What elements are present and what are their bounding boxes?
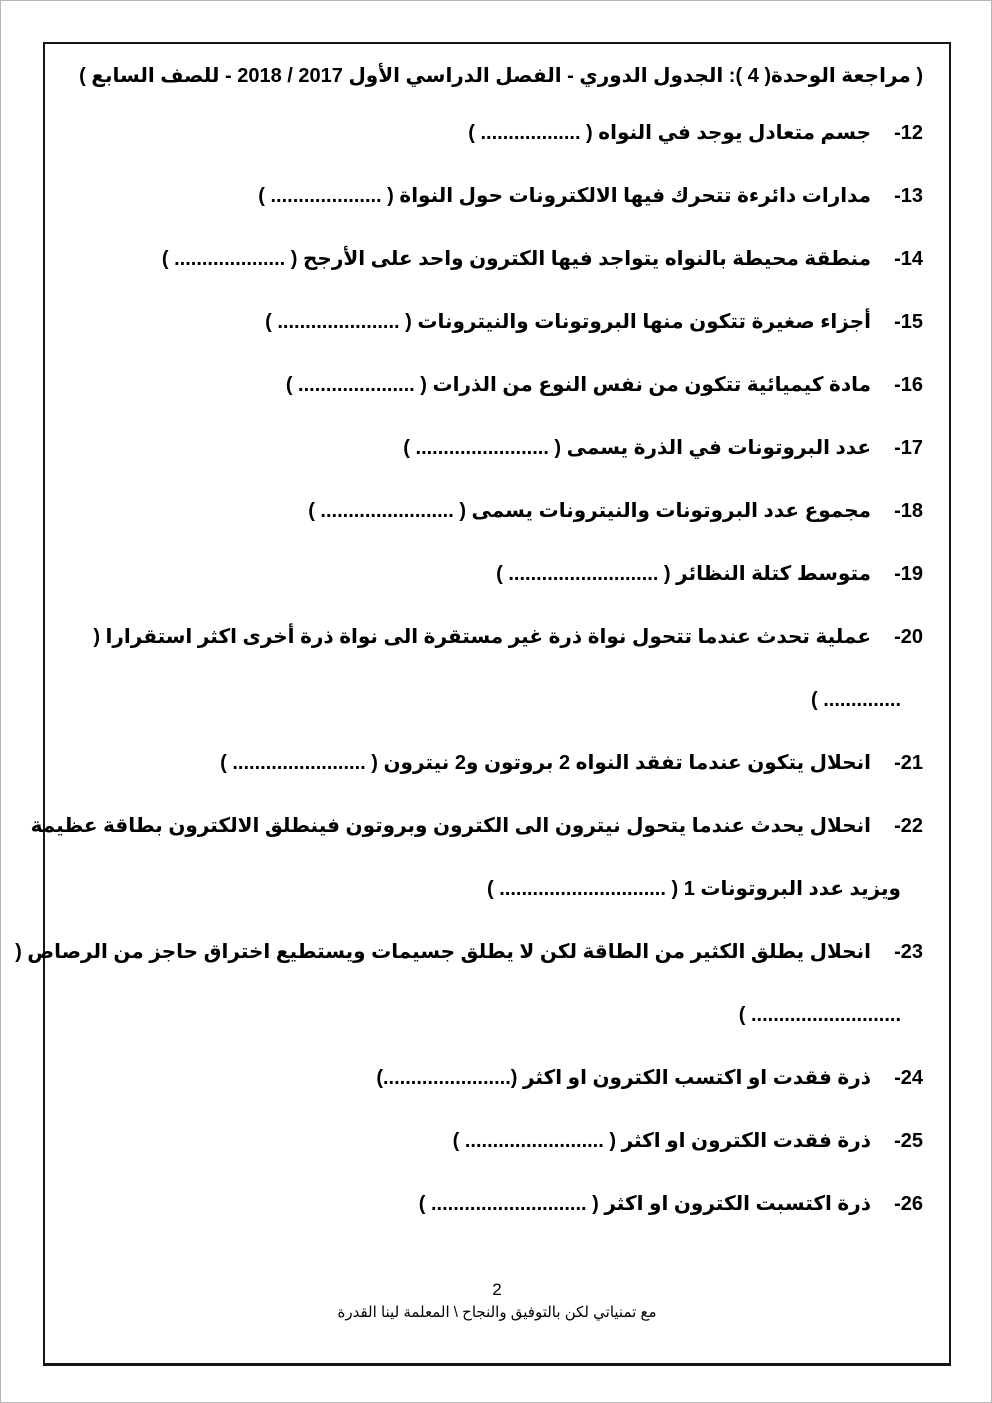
question-text-line: متوسط كتلة النظائر ( ........................... ) [496,563,871,585]
question-text-line: أجزاء صغيرة تتكون منها البروتونات والنيترونات ( ...................... ) [265,311,871,333]
question-text-line: ذرة فقدت او اكتسب الكترون او اكثر (.......................) [376,1067,871,1089]
question-number: 13- [894,185,923,207]
question-item [71,291,923,354]
question-number: 24- [894,1067,923,1089]
question-item [71,543,923,606]
question-number: 26- [894,1193,923,1215]
question-number: 25- [894,1130,923,1152]
question-text-line: مدارات دائرءة تتحرك فيها الالكترونات حول النواة ( .................... ) [258,185,871,207]
question-text-line: عملية تحدث عندما تتحول نواة ذرة غير مستقرة الى نواة ذرة أخرى اكثر استقرارا ( [93,626,871,648]
question-number: 18- [894,500,923,522]
question-number: 14- [894,248,923,270]
question-number: 20- [894,626,923,648]
question-item [15,921,923,1047]
question-text-line: مجموع عدد البروتونات والنيترونات يسمى ( ........................ ) [308,500,871,522]
question-item [71,165,923,228]
question-text-line: جسم متعادل يوجد في النواه ( .................. ) [468,122,871,144]
question-text-line: عدد البروتونات في الذرة يسمى ( ........................ ) [403,437,871,459]
question-item [71,480,923,543]
page-footer [45,1279,949,1325]
question-number: 22- [894,815,923,837]
document-title: ( مراجعة الوحدة( 4 ): الجدول الدوري - الفصل الدراسي الأول 2017 / 2018 - للصف السابع ) [79,65,923,87]
question-number: 23- [894,941,923,963]
question-text-line: منطقة محيطة بالنواه يتواجد فيها الكترون واحد على الأرجح ( .................... ) [161,248,871,270]
question-text-line: مادة كيميائية تتكون من نفس النوع من الذرات ( ..................... ) [285,374,871,396]
question-item [71,1110,923,1173]
question-item [71,732,923,795]
page-number: 2 [492,1280,502,1299]
question-text-line: ذرة فقدت الكترون او اكثر ( ......................... ) [452,1130,871,1152]
question-item [71,1173,923,1236]
question-number: 12- [894,122,923,144]
question-text-line: ........................... ) [738,1004,901,1026]
question-item [30,795,923,921]
question-text-line: .............. ) [810,689,901,711]
question-item [71,354,923,417]
question-number: 21- [894,752,923,774]
question-text-line: انحلال يحدث عندما يتحول نيترون الى الكترون وبروتون فينطلق الالكترون بطاقة عظيمة [30,815,871,837]
question-item [71,1047,923,1110]
question-list [15,102,923,1236]
question-text-line: ذرة اكتسبت الكترون او اكثر ( ............................ ) [418,1193,871,1215]
question-item [71,102,923,165]
question-text-line: ويزيد عدد البروتونات 1 ( .............................. ) [487,878,901,900]
bordered-sheet [15,42,951,1366]
question-item [71,606,923,732]
question-number: 15- [894,311,923,333]
question-number: 16- [894,374,923,396]
question-item [71,228,923,291]
question-text-line: انحلال يطلق الكثير من الطاقة لكن لا يطلق جسيمات ويستطيع اختراق حاجز من الرصاص ( [15,941,871,963]
question-number: 17- [894,437,923,459]
question-text-line: انحلال يتكون عندما تفقد النواه 2 بروتون و2 نيترون ( ........................ ) [220,752,871,774]
question-item [71,417,923,480]
question-number: 19- [894,563,923,585]
footer-note: مع تمنياتي لكن بالتوفيق والنجاح \ المعلمة لينا القدرة [337,1304,657,1321]
